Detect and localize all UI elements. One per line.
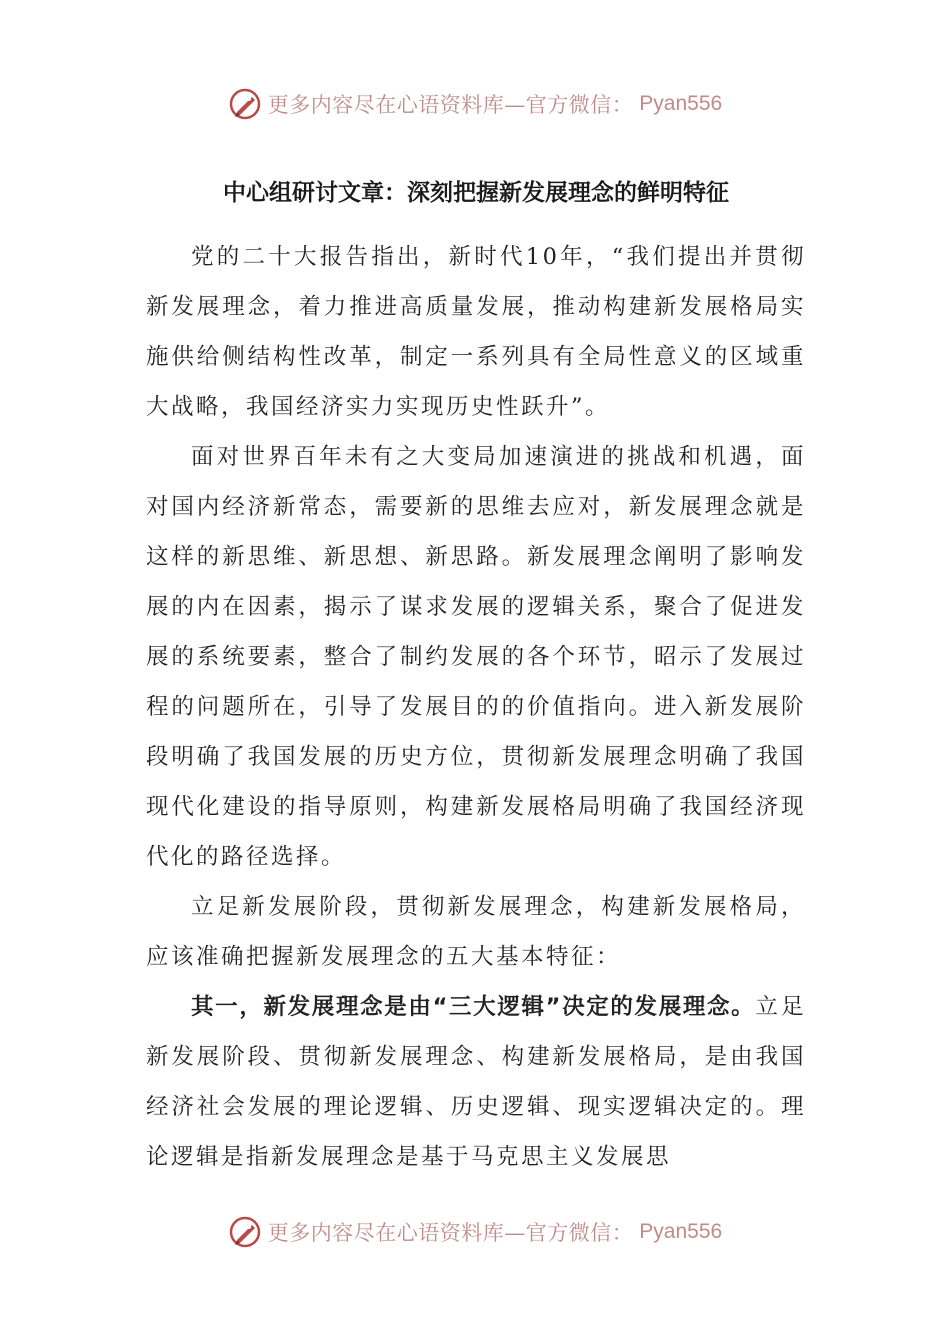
footer-wechat-id: Pyan556 — [639, 1220, 723, 1243]
pen-logo-icon — [228, 87, 262, 121]
section-1-paragraph — [146, 982, 806, 1182]
section-1-heading: 其一，新发展理念是由“三大逻辑”决定的发展理念。 — [191, 994, 756, 1020]
paragraph-1: 党的二十大报告指出，新时代10年，“我们提出并贯彻新发展理念，着力推进高质量发展，推动构建新发展格局实施供给侧结构性改革，制定一系列具有全局性意义的区域重大战略，我国经济实力实现历史性跃升”。 — [146, 244, 806, 420]
document-body — [146, 168, 806, 1182]
footer-watermark-text: 更多内容尽在心语资料库—官方微信： — [267, 1221, 634, 1245]
header-wechat-id: Pyan556 — [639, 92, 723, 115]
document-title: 中心组研讨文章：深刻把握新发展理念的鲜明特征 — [223, 180, 729, 206]
paragraph-2: 面对世界百年未有之大变局加速演进的挑战和机遇，面对国内经济新常态，需要新的思维去应对，新发展理念就是这样的新思维、新思想、新思路。新发展理念阐明了影响发展的内在因素，揭示了谋求发展的逻辑关系，聚合了促进发展的系统要素，整合了制约发展的各个环节，昭示了发展过程的问题所在，引导了发展目的的价值指向。进入新发展阶段明确了我国发展的历史方位，贯彻新发展理念明确了我国现代化建设的指导原则，构建新发展格局明确了我国经济现代化的路径选择。 — [146, 444, 806, 870]
paragraph-3: 立足新发展阶段，贯彻新发展理念，构建新发展格局，应该准确把握新发展理念的五大基本特征： — [146, 894, 806, 970]
header-watermark — [0, 84, 950, 124]
pen-logo-icon — [228, 1215, 262, 1249]
header-watermark-text: 更多内容尽在心语资料库—官方微信： — [267, 93, 634, 117]
footer-watermark — [0, 1212, 950, 1252]
section-1-body: 立足新发展阶段、贯彻新发展理念、构建新发展格局，是由我国经济社会发展的理论逻辑、历史逻辑、现实逻辑决定的。理论逻辑是指新发展理念是基于马克思主义发展思 — [146, 994, 806, 1170]
